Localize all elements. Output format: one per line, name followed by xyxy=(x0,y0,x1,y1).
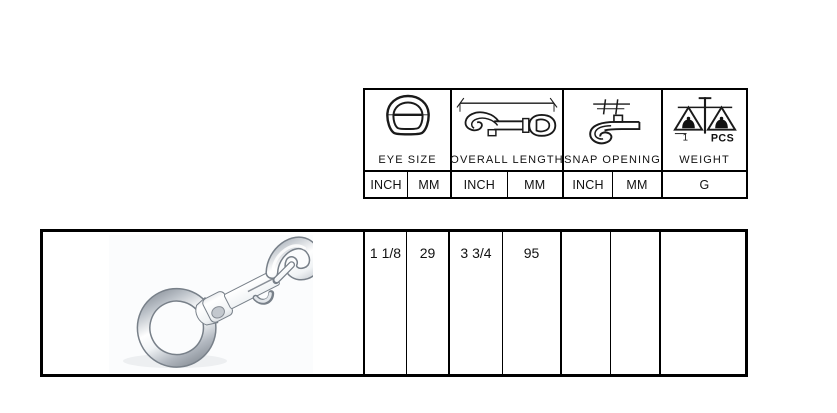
weight-label: WEIGHT xyxy=(679,154,730,166)
snap-opening-inch-header: INCH xyxy=(572,177,604,192)
swivel-eye-bolt-snap-photo xyxy=(109,235,313,373)
overall-length-header-cell xyxy=(452,90,562,172)
weight-icon-pcs-label: PCS xyxy=(710,132,734,145)
product-image-cell xyxy=(43,232,363,374)
eye-size-icon xyxy=(384,94,432,138)
snap-opening-icon xyxy=(580,94,646,148)
weight-icon-count-label: 1 xyxy=(682,132,688,144)
eye-size-inch-header: INCH xyxy=(370,177,402,192)
eye-size-inch-value: 1 1/8 xyxy=(363,232,406,374)
overall-length-icon xyxy=(454,94,560,150)
spec-header-table xyxy=(363,88,748,199)
eye-size-label: EYE SIZE xyxy=(378,154,437,166)
eye-size-mm-header: MM xyxy=(407,172,450,197)
snap-opening-mm-header: MM xyxy=(612,172,661,197)
snap-opening-mm-value xyxy=(610,232,659,374)
snap-opening-inch-value xyxy=(560,232,610,374)
column-group-snap-opening xyxy=(562,90,661,197)
column-group-overall-length xyxy=(450,90,562,197)
snap-opening-header-cell xyxy=(564,90,661,172)
weight-g-value xyxy=(659,232,745,374)
snap-opening-unit-row xyxy=(564,172,661,197)
weight-scale-icon xyxy=(671,94,739,146)
overall-length-mm-header: MM xyxy=(507,172,563,197)
snap-opening-label: SNAP OPENING xyxy=(564,154,661,166)
product-row-table xyxy=(40,229,748,377)
overall-length-inch-value: 3 3/4 xyxy=(448,232,502,374)
overall-length-label: OVERALL LENGTH xyxy=(450,154,564,166)
overall-length-unit-row xyxy=(452,172,562,197)
weight-unit-row xyxy=(663,172,746,197)
weight-header-cell xyxy=(663,90,746,172)
eye-size-mm-value: 29 xyxy=(406,232,448,374)
eye-size-header-cell xyxy=(365,90,450,172)
weight-g-header: G xyxy=(699,177,710,192)
column-group-eye-size xyxy=(365,90,450,197)
column-group-weight xyxy=(661,90,746,197)
overall-length-inch-header: INCH xyxy=(463,177,495,192)
overall-length-mm-value: 95 xyxy=(502,232,560,374)
eye-size-unit-row xyxy=(365,172,450,197)
